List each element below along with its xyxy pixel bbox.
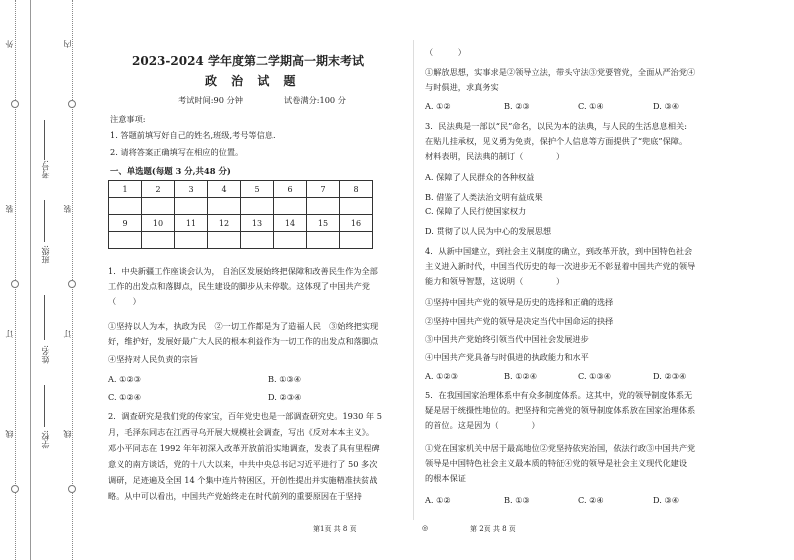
question-5-choice[interactable]: D. ③④ <box>653 495 680 505</box>
answer-number: 1 <box>109 181 142 198</box>
answer-number: 15 <box>307 215 340 232</box>
answer-number-row <box>109 215 373 232</box>
answer-number: 3 <box>175 181 208 198</box>
question-3-choice[interactable]: A. 保障了人民群众的各种权益 <box>425 172 535 182</box>
answer-cell[interactable] <box>109 198 142 215</box>
question-5-line: 的首位。这是因为（ ） <box>425 420 540 430</box>
question-2-line: 略。从中可以看出，中国共产党始终走在时代前列的重要原因在于坚持 <box>108 491 362 501</box>
question-4-statement: ③中国共产党始终引领当代中国社会发展进步 <box>425 334 589 344</box>
notice-item: 2. 请将答案正确填写在相应的位置。 <box>110 147 244 157</box>
subject-title: 政 治 试 题 <box>205 74 301 88</box>
page-divider-mark: ◎ <box>422 524 429 532</box>
section-heading: 一、单选题(每题 3 分,共48 分) <box>110 166 231 176</box>
inner-mark: 线 <box>63 430 72 438</box>
answer-cell[interactable] <box>142 198 175 215</box>
question-1-line: 1．中央新疆工作座谈会认为， 自治区发展始终把保障和改善民生作为全部 <box>108 266 378 276</box>
notice-heading: 注意事项: <box>110 114 146 124</box>
outer-mark: 线 <box>5 430 14 438</box>
outer-mark: 订 <box>5 330 14 338</box>
question-3-choice[interactable]: B. 借鉴了人类法治文明有益成果 <box>425 192 543 202</box>
answer-number: 5 <box>241 181 274 198</box>
answer-cell[interactable] <box>175 232 208 249</box>
answer-cell[interactable] <box>142 232 175 249</box>
answer-number: 8 <box>340 181 373 198</box>
binding-margin <box>0 0 82 560</box>
question-2-choice[interactable]: A. ①② <box>425 101 451 111</box>
question-3-line: 材料表明，民法典的制订（ ） <box>425 151 565 161</box>
question-4-statement: ①坚持中国共产党的领导是历史的选择和正确的选择 <box>425 297 614 307</box>
question-2-statement: 与时俱进，求真务实 <box>425 82 499 92</box>
exam-title: 2023-2024 学年度第二学期高一期末考试 <box>132 54 364 68</box>
question-2-line: 调研，足迹遍及全国 14 个集中连片特困区，开创性提出并实施精准扶贫战 <box>108 475 378 485</box>
hole-icon <box>11 100 19 108</box>
page-number-left: 第1页 共 8 页 <box>313 525 357 533</box>
hole-icon <box>68 100 76 108</box>
question-5-choice[interactable]: A. ①② <box>425 495 451 505</box>
answer-number-row <box>109 181 373 198</box>
answer-number: 7 <box>307 181 340 198</box>
exam-no-label: 考号: <box>41 160 50 179</box>
question-3-choice[interactable]: D. 贯彻了以人民为中心的发展思想 <box>425 226 552 236</box>
answer-number: 9 <box>109 215 142 232</box>
question-1-choice[interactable]: C. ①②④ <box>108 392 142 402</box>
question-1-choice[interactable]: A. ①②③ <box>108 374 142 384</box>
inner-mark: 订 <box>63 330 72 338</box>
question-4-choice[interactable]: A. ①②③ <box>425 371 459 381</box>
question-3-line: 在贴儿挂承权，见义勇为免责，保护个人信息等方面提供了“兜底”保障。 <box>425 136 688 146</box>
question-2-statement: ①解放思想，实事求是②领导立法，带头守法③党要管党，全面从严治党④ <box>425 67 696 77</box>
answer-cell[interactable] <box>307 198 340 215</box>
hole-icon <box>11 280 19 288</box>
answer-blank-row <box>109 232 373 249</box>
question-3-line: 3．民法典是一部以“民”命名，以民为本的法典，与人民的生活息息相关: <box>425 121 687 131</box>
hole-icon <box>68 485 76 493</box>
question-1-choice[interactable]: B. ①③④ <box>268 374 302 384</box>
question-4-line: 4．从新中国建立，到社会主义制度的确立，到改革开放，到中国特色社会 <box>425 246 693 256</box>
answer-cell[interactable] <box>208 232 241 249</box>
answer-cell[interactable] <box>340 232 373 249</box>
page-number-right: 第 2页 共 8 页 <box>470 525 516 533</box>
question-2-line: 意义的南方谈话，党的十八大以来，中共中央总书记习近平进行了 50 多次 <box>108 459 378 469</box>
question-1-statement: 好，维护好，发展好最广大人民的根本利益作为一切工作的出发点和落脚点 <box>108 336 379 346</box>
class-label: 班级: <box>41 245 50 264</box>
question-2-choice[interactable]: C. ①④ <box>578 101 604 111</box>
question-4-line: 主义进入新时代，中国当代历史的每一次进步无不彰显着中国共产党的领导 <box>425 261 696 271</box>
question-5-choice[interactable]: B. ①③ <box>504 495 530 505</box>
answer-cell[interactable] <box>175 198 208 215</box>
question-4-line: 能力和领导智慧，这说明（ ） <box>425 276 565 286</box>
answer-paren: （ ） <box>425 47 466 57</box>
inner-mark: 装 <box>63 205 72 213</box>
hole-icon <box>11 485 19 493</box>
binding-border <box>30 0 31 560</box>
question-4-statement: ④中国共产党具备与时俱进的执政能力和水平 <box>425 352 589 362</box>
question-5-statement: 的根本保证 <box>425 473 466 483</box>
question-1-statement: ④坚持对人民负责的宗旨 <box>108 354 199 364</box>
answer-number: 11 <box>175 215 208 232</box>
question-2-choice[interactable]: B. ②③ <box>504 101 530 111</box>
exam-score: 试卷满分:100 分 <box>284 95 346 105</box>
school-label: 学校: <box>41 430 50 449</box>
answer-cell[interactable] <box>307 232 340 249</box>
answer-number: 2 <box>142 181 175 198</box>
question-5-line: 5．在我国国家治理体系中有众多制度体系。这其中，党的领导制度体系无 <box>425 390 693 400</box>
answer-cell[interactable] <box>274 232 307 249</box>
answer-cell[interactable] <box>340 198 373 215</box>
answer-number: 6 <box>274 181 307 198</box>
question-1-line: 工作的出发点和落脚点，民生建设的脚步从未停歇。这体现了中国共产党 <box>108 281 371 291</box>
outer-mark: 装 <box>5 205 14 213</box>
question-2-line: 邓小平同志在 1992 年年初深入改革开放前沿实地调查，发表了具有里程碑 <box>108 443 380 453</box>
answer-cell[interactable] <box>241 198 274 215</box>
question-3-choice[interactable]: C. 保障了人民行使国家权力 <box>425 206 527 216</box>
question-1-statement: ①坚持以人为本，执政为民 ②一切工作都是为了造福人民 ③始终把实现 <box>108 321 379 331</box>
name-label: 姓名: <box>41 345 50 364</box>
question-2-line: 2．调查研究是我们党的传家宝，百年党史也是一部调查研究史。1930 年 5 <box>108 411 382 421</box>
answer-cell[interactable] <box>109 232 142 249</box>
hole-icon <box>68 280 76 288</box>
name-field[interactable] <box>44 295 45 340</box>
inner-mark: 内 <box>63 40 72 48</box>
class-field[interactable] <box>44 200 45 242</box>
question-4-choice[interactable]: C. ①③④ <box>578 371 612 381</box>
question-5-statement: ①党在国家机关中居于最高地位②党坚持依宪治国，依法行政③中国共产党 <box>425 443 696 453</box>
exam-time: 考试时间:90 分钟 <box>178 95 243 105</box>
question-5-choice[interactable]: C. ②④ <box>578 495 604 505</box>
page-divider <box>413 40 414 520</box>
question-5-statement: 领导是中国特色社会主义最本质的特征④党的领导是社会主义现代化建设 <box>425 458 688 468</box>
answer-cell[interactable] <box>241 232 274 249</box>
outer-mark: 外 <box>5 40 14 48</box>
question-1-choice[interactable]: D. ②③④ <box>268 392 302 402</box>
answer-number: 4 <box>208 181 241 198</box>
question-4-statement: ②坚持中国共产党的领导是决定当代中国命运的抉择 <box>425 316 614 326</box>
answer-grid <box>108 180 373 249</box>
question-2-choice[interactable]: D. ③④ <box>653 101 680 111</box>
answer-number: 10 <box>142 215 175 232</box>
answer-cell[interactable] <box>208 198 241 215</box>
answer-cell[interactable] <box>274 198 307 215</box>
question-2-line: 月，毛泽东同志在江西寻乌开展大规模社会调查，写出《反对本本主义》。 <box>108 427 375 437</box>
answer-blank-row <box>109 198 373 215</box>
school-field[interactable] <box>44 385 45 427</box>
answer-number: 14 <box>274 215 307 232</box>
answer-number: 12 <box>208 215 241 232</box>
question-4-choice[interactable]: D. ②③④ <box>653 371 687 381</box>
notice-item: 1. 答题前填写好自己的姓名,班级,考号等信息. <box>110 130 276 140</box>
answer-number: 13 <box>241 215 274 232</box>
question-4-choice[interactable]: B. ①②④ <box>504 371 538 381</box>
answer-number: 16 <box>340 215 373 232</box>
question-1-line: （ ） <box>108 296 141 306</box>
exam-no-field[interactable] <box>44 120 45 160</box>
question-5-line: 疑是居于统摄性地位的。把坚持和完善党的领导制度体系放在国家治理体系 <box>425 405 696 415</box>
